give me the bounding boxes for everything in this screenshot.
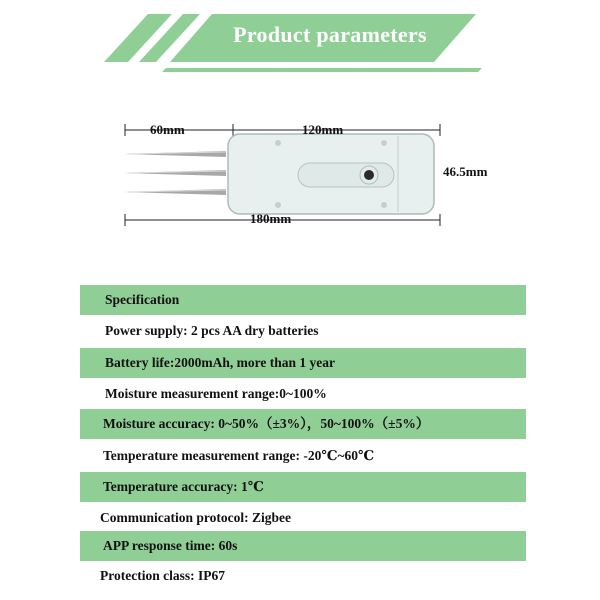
page-title: Product parameters: [233, 22, 427, 47]
spec-row: [80, 531, 526, 561]
spec-app-response-time: APP response time: 60s: [103, 538, 238, 553]
spec-moisture-accuracy: Moisture accuracy: 0~50%（±3%），50~100%（±5%）: [103, 416, 430, 431]
spec-row: [80, 379, 526, 409]
banner-underline: [162, 68, 482, 72]
probe-pins: [124, 151, 226, 195]
device-diagram: [0, 100, 600, 240]
spec-temperature-range: Temperature measurement range: -20℃~60℃: [103, 448, 375, 463]
spec-temperature-accuracy: Temperature accuracy: 1℃: [103, 479, 264, 494]
spec-row: [80, 348, 526, 378]
body-length-label: 120mm: [302, 122, 344, 137]
probe-length-label: 60mm: [150, 122, 185, 137]
sensor-illustration: [0, 100, 600, 240]
spec-row-heading: [80, 285, 526, 315]
body-height-label: 46.5mm: [443, 164, 488, 179]
spec-row: [80, 472, 526, 502]
button-icon: [360, 166, 378, 184]
sensor-body: [228, 134, 434, 214]
spec-protection-class: Protection class: IP67: [100, 568, 225, 583]
spec-row: [80, 503, 526, 533]
header-banner: [0, 0, 600, 80]
spec-battery-life: Battery life:2000mAh, more than 1 year: [105, 355, 335, 370]
spec-row: [80, 441, 526, 471]
spec-moisture-range: Moisture measurement range:0~100%: [105, 386, 327, 401]
spec-communication-protocol: Communication protocol: Zigbee: [100, 510, 291, 525]
spec-row: [80, 316, 526, 346]
spec-row: [80, 561, 526, 591]
spec-heading: Specification: [105, 292, 180, 307]
spec-power-supply: Power supply: 2 pcs AA dry batteries: [105, 323, 319, 338]
total-length-label: 180mm: [250, 211, 292, 226]
spec-row: [80, 409, 526, 439]
